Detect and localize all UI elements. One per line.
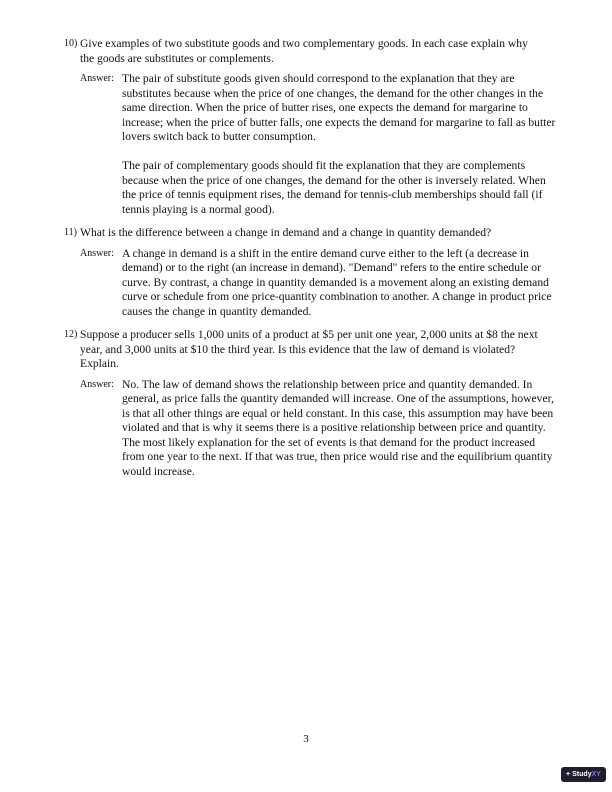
answer-line: A change in demand is a shift in the entire demand curve either to the left (a decrease in <box>122 246 529 260</box>
answer-line: The most likely explanation for the set of events is that demand for the product increased <box>122 435 536 449</box>
answer-line: substitutes because when the price of one changes, the demand for the other changes in the <box>122 86 544 100</box>
answer <box>80 72 612 217</box>
question-line: year, and 3,000 units at $10 the third year. Is this evidence that the law of demand is violated? <box>80 342 516 356</box>
answer-label: Answer: <box>80 247 114 259</box>
answer-line: would increase. <box>122 464 195 478</box>
question-12 <box>0 328 612 479</box>
answer-line: curve or schedule from one price-quantity combination to another. A change in product price <box>122 290 552 303</box>
badge-brand-xy: XY <box>591 771 601 778</box>
studyxy-badge[interactable] <box>561 767 606 782</box>
badge-brand-study: Study <box>572 771 592 778</box>
answer-line: No. The law of demand shows the relationship between price and quantity demanded. In <box>122 377 533 391</box>
answer-line: because when the price of one changes, the demand for the other is inversely related. When <box>122 173 546 187</box>
question-line: Give examples of two substitute goods and two complementary goods. In each case explain why <box>80 37 528 50</box>
answer <box>80 378 612 480</box>
question-line: What is the difference between a change in demand and a change in quantity demanded? <box>80 226 492 239</box>
question-number: 12) <box>64 329 78 340</box>
question-number: 10) <box>64 38 78 49</box>
answer-text <box>122 378 612 480</box>
question-text <box>80 226 612 241</box>
question-line: Suppose a producer sells 1,000 units of a product at $5 per unit one year, 2,000 units at $8 the next <box>80 328 538 341</box>
answer-text <box>122 247 612 320</box>
page-number: 3 <box>303 733 309 745</box>
answer <box>80 247 612 320</box>
answer-label: Answer: <box>80 378 114 390</box>
question-text <box>80 37 612 66</box>
answer-line: from one year to the next. If that was true, then price would rise and the equilibrium quantity <box>122 450 553 463</box>
question-11 <box>0 226 612 319</box>
question-list <box>0 37 612 488</box>
answer-text <box>122 72 612 217</box>
answer-line: causes the change in quantity demanded. <box>122 304 312 318</box>
answer-line: The pair of substitute goods given should correspond to the explanation that they are <box>122 72 515 85</box>
answer-line: demand) or to the right (an increase in demand). "Demand" refers to the entire schedule or <box>122 261 541 274</box>
question-line: the goods are substitutes or complements. <box>80 51 274 65</box>
answer-line: violated and that is why it seems there is a positive relationship between price and quantity. <box>122 421 546 434</box>
answer-line: curve. By contrast, a change in quantity demanded is a movement along an existing demand <box>122 275 549 289</box>
answer-line: is that all other things are equal or held constant. In this case, this assumption may have been <box>122 406 554 420</box>
answer-line: The pair of complementary goods should fit the explanation that they are complements <box>122 159 526 172</box>
plus-icon: + <box>566 771 571 778</box>
answer-line: the price of tennis equipment rises, the demand for tennis-club memberships should fall (if <box>122 188 543 201</box>
question-10 <box>0 37 612 217</box>
answer-line: tennis playing is a normal good). <box>122 202 275 216</box>
answer-line: same direction. When the price of butter rises, one expects the demand for margarine to <box>122 101 528 114</box>
question-text <box>80 328 612 372</box>
question-line: Explain. <box>80 357 119 370</box>
question-number: 11) <box>64 227 77 238</box>
answer-label: Answer: <box>80 73 114 84</box>
answer-line: general, as price falls the quantity demanded will increase. One of the assumptions, however, <box>122 392 554 405</box>
answer-line: lovers switch back to butter consumption. <box>122 130 316 143</box>
answer-line: increase; when the price of butter falls, one expects the demand for margarine to fall as butter <box>122 115 556 129</box>
